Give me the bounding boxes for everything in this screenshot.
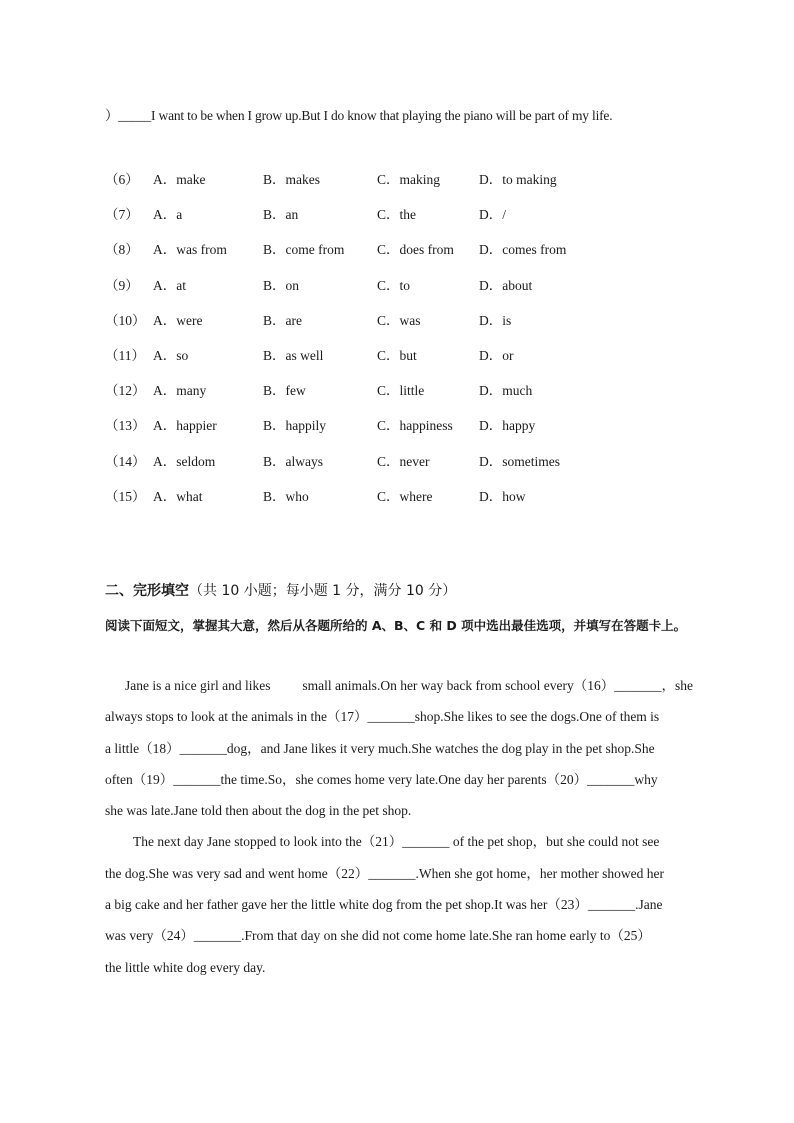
option-b: B．few <box>263 383 306 399</box>
option-a: A．seldom <box>153 453 216 469</box>
passage-line <box>105 952 693 983</box>
passage-line <box>105 701 693 732</box>
option-a: A．so <box>153 347 189 363</box>
option-d: D．sometimes <box>479 453 560 469</box>
option-d: D．is <box>479 312 512 328</box>
passage-text: small animals.On her way back from school every（16）_______，she <box>302 678 693 693</box>
question-number: （15） <box>105 488 146 504</box>
option-a: A．at <box>153 277 186 293</box>
option-d: D．much <box>479 383 533 399</box>
section-scoring-note: （共 10 小题；每小题 1 分，满分 10 分） <box>189 583 457 599</box>
option-b: B．are <box>263 312 302 328</box>
continued-passage-line: ）_____I want to be when I grow up.But I do know that playing the piano will be part of my life. <box>105 108 613 123</box>
option-c: C．where <box>377 488 433 504</box>
option-d: D．how <box>479 488 526 504</box>
question-number: （6） <box>105 172 139 187</box>
passage-line <box>105 764 693 795</box>
question-number: （10） <box>105 312 146 328</box>
option-b: B．an <box>263 207 299 223</box>
option-c: C．happiness <box>377 418 453 434</box>
option-a: A．was from <box>153 242 227 258</box>
option-c: C．was <box>377 312 421 328</box>
option-d: D．/ <box>479 207 506 223</box>
option-b: B．come from <box>263 242 345 258</box>
option-c: C．does from <box>377 242 454 258</box>
passage-line <box>105 920 693 951</box>
passage-text: the little white dog every day. <box>105 959 266 975</box>
passage-line <box>105 858 693 889</box>
passage-line <box>105 795 693 826</box>
option-d: D．or <box>479 347 514 363</box>
option-c: C．but <box>377 347 417 363</box>
passage-text: Jane is a nice girl and likes <box>125 678 271 693</box>
option-d: D．about <box>479 277 533 293</box>
passage-line <box>105 889 693 920</box>
option-a: A．make <box>153 172 206 187</box>
question-number: （13） <box>105 418 146 434</box>
option-b: B．happily <box>263 418 326 434</box>
question-number: （14） <box>105 453 146 469</box>
option-d: D．comes from <box>479 242 567 258</box>
passage-text: a big cake and her father gave her the little white dog from the pet shop.It was her（23）_______.Jane <box>105 897 663 913</box>
option-a: A．were <box>153 312 203 328</box>
cloze-passage <box>105 670 693 983</box>
question-number: （9） <box>105 277 139 293</box>
passage-line <box>105 670 693 701</box>
option-d: D．to making <box>479 172 557 187</box>
passage-text: a little（18）_______dog，and Jane likes it very much.She watches the dog play in the pet shop.She <box>105 740 655 756</box>
passage-text: she was late.Jane told then about the dog in the pet shop. <box>105 803 412 819</box>
passage-text: always stops to look at the animals in the（17）_______shop.She likes to see the dogs.One of them is <box>105 709 660 725</box>
option-c: C．making <box>377 172 440 187</box>
section-heading <box>105 580 456 600</box>
passage-text: the dog.She was very sad and went home（22）_______.When she got home，her mother showed her <box>105 865 665 881</box>
option-c: C．never <box>377 453 430 469</box>
option-a: A．many <box>153 383 207 399</box>
passage-text: was very（24）_______.From that day on she did not come home late.She ran home early to（25） <box>105 928 651 944</box>
passage-text: The next day Jane stopped to look into the（21）_______ of the pet shop，but she could not see <box>133 834 660 850</box>
option-a: A．a <box>153 207 183 223</box>
option-b: B．makes <box>263 172 320 187</box>
option-b: B．who <box>263 488 309 504</box>
passage-text: often（19）_______the time.So，she comes home very late.One day her parents（20）_______why <box>105 771 658 787</box>
question-number: （11） <box>105 347 145 363</box>
option-c: C．little <box>377 383 425 399</box>
question-number: （7） <box>105 207 139 223</box>
question-number: （12） <box>105 383 146 399</box>
section-instructions: 阅读下面短文，掌握其大意，然后从各题所给的 A、B、C 和 D 项中选出最佳选项，并填写在答题卡上。 <box>105 618 687 633</box>
option-b: B．as well <box>263 347 324 363</box>
option-c: C．to <box>377 277 411 293</box>
option-d: D．happy <box>479 418 536 434</box>
section-title: 二、完形填空 <box>105 583 189 599</box>
option-c: C．the <box>377 207 416 223</box>
option-b: B．always <box>263 453 323 469</box>
option-a: A．what <box>153 488 203 504</box>
passage-line <box>105 826 693 857</box>
question-number: （8） <box>105 242 139 258</box>
passage-line <box>105 733 693 764</box>
option-b: B．on <box>263 277 300 293</box>
option-a: A．happier <box>153 418 217 434</box>
